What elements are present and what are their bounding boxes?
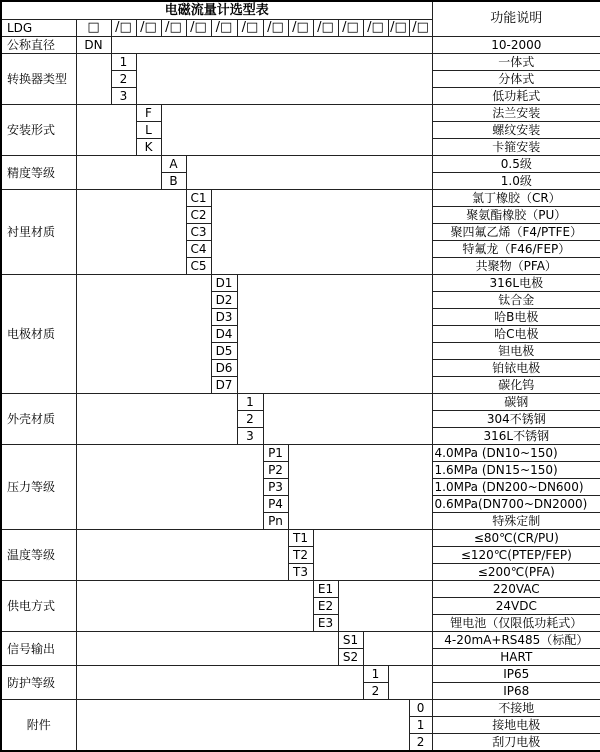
category-label: 防护等级 <box>1 666 76 700</box>
code-cell: D1 <box>211 275 237 292</box>
code-cell: 2 <box>409 734 432 752</box>
code-cell: D7 <box>211 377 237 394</box>
function-cell: 特氟龙（F46/FEP） <box>432 241 600 258</box>
empty-cell <box>76 156 161 190</box>
code-cell: S1 <box>338 632 363 649</box>
code-cell: T1 <box>288 530 313 547</box>
function-cell: 刮刀电极 <box>432 734 600 752</box>
category-label: 温度等级 <box>1 530 76 581</box>
empty-cell <box>111 37 432 54</box>
code-cell: 0 <box>409 700 432 717</box>
table-row <box>1 394 600 411</box>
code-cell: P1 <box>263 445 288 462</box>
model-slot-box-icon: /□ <box>211 20 237 37</box>
model-slot-box-icon: /□ <box>288 20 313 37</box>
function-cell: 锂电池（仅限低功耗式） <box>432 615 600 632</box>
empty-cell <box>76 394 237 445</box>
category-label: 公称直径 <box>1 37 76 54</box>
table-row <box>1 156 600 173</box>
model-slot-box-icon: /□ <box>263 20 288 37</box>
category-label: 衬里材质 <box>1 190 76 275</box>
code-cell: D5 <box>211 343 237 360</box>
empty-cell <box>288 445 432 530</box>
function-cell: 共聚物（PFA） <box>432 258 600 275</box>
code-cell: 2 <box>237 411 263 428</box>
function-cell: 低功耗式 <box>432 88 600 105</box>
empty-cell <box>161 105 432 156</box>
table-row <box>1 632 600 649</box>
code-cell: D4 <box>211 326 237 343</box>
empty-cell <box>76 530 288 581</box>
code-cell: 3 <box>237 428 263 445</box>
category-label: 外壳材质 <box>1 394 76 445</box>
code-cell: K <box>136 139 161 156</box>
function-cell: 聚氨酯橡胶（PU） <box>432 207 600 224</box>
model-slot-box-icon: /□ <box>338 20 363 37</box>
diameter-row <box>1 37 600 54</box>
code-cell: 1 <box>237 394 263 411</box>
function-cell: 氯丁橡胶（CR） <box>432 190 600 207</box>
model-slot-box-icon: /□ <box>388 20 409 37</box>
code-cell: 1 <box>409 717 432 734</box>
category-label: 供电方式 <box>1 581 76 632</box>
function-cell: ≤120℃(PTEP/FEP) <box>432 547 600 564</box>
function-cell: 24VDC <box>432 598 600 615</box>
code-cell: E2 <box>313 598 338 615</box>
code-cell: 2 <box>363 683 388 700</box>
function-cell: 220VAC <box>432 581 600 598</box>
model-prefix: LDG <box>1 20 76 37</box>
table-row <box>1 530 600 547</box>
code-cell: B <box>161 173 186 190</box>
category-label: 信号输出 <box>1 632 76 666</box>
code-cell: P2 <box>263 462 288 479</box>
model-first-box-icon: □ <box>76 20 111 37</box>
function-cell: 聚四氟乙烯（F4/PTFE） <box>432 224 600 241</box>
model-slot-box-icon: /□ <box>363 20 388 37</box>
table-row <box>1 190 600 207</box>
code-cell: P3 <box>263 479 288 496</box>
function-cell: 304不锈钢 <box>432 411 600 428</box>
function-cell: 10-2000 <box>432 37 600 54</box>
code-cell: E3 <box>313 615 338 632</box>
empty-cell <box>338 581 432 632</box>
title-row <box>1 1 600 20</box>
function-cell: 碳化钨 <box>432 377 600 394</box>
table-row <box>1 700 600 717</box>
model-slot-box-icon: /□ <box>409 20 432 37</box>
code-cell: C2 <box>186 207 211 224</box>
model-slot-box-icon: /□ <box>237 20 263 37</box>
empty-cell <box>388 666 432 700</box>
empty-cell <box>76 700 409 752</box>
function-cell: 分体式 <box>432 71 600 88</box>
function-cell: IP65 <box>432 666 600 683</box>
function-cell: 碳钢 <box>432 394 600 411</box>
code-cell: A <box>161 156 186 173</box>
model-slot-box-icon: /□ <box>161 20 186 37</box>
table-row <box>1 666 600 683</box>
empty-cell <box>363 632 432 666</box>
function-cell: 螺纹安装 <box>432 122 600 139</box>
code-cell: D3 <box>211 309 237 326</box>
function-cell: 钽电极 <box>432 343 600 360</box>
function-cell: 哈C电极 <box>432 326 600 343</box>
code-cell: F <box>136 105 161 122</box>
empty-cell <box>211 190 432 275</box>
code-cell: P4 <box>263 496 288 513</box>
function-header: 功能说明 <box>432 1 600 37</box>
function-cell: HART <box>432 649 600 666</box>
function-cell: 法兰安装 <box>432 105 600 122</box>
table-row <box>1 581 600 598</box>
code-cell: T2 <box>288 547 313 564</box>
function-cell: 0.6MPa(DN700~DN2000) <box>432 496 600 513</box>
function-cell: 钛合金 <box>432 292 600 309</box>
code-cell: 1 <box>363 666 388 683</box>
code-cell: 2 <box>111 71 136 88</box>
empty-cell <box>76 54 111 105</box>
model-slot-box-icon: /□ <box>136 20 161 37</box>
code-cell: L <box>136 122 161 139</box>
empty-cell <box>136 54 432 105</box>
function-cell: 卡箍安装 <box>432 139 600 156</box>
model-slot-box-icon: /□ <box>313 20 338 37</box>
function-cell: 铂铱电极 <box>432 360 600 377</box>
code-cell: C4 <box>186 241 211 258</box>
function-cell: IP68 <box>432 683 600 700</box>
table-row <box>1 445 600 462</box>
empty-cell <box>76 275 211 394</box>
table-row <box>1 105 600 122</box>
code-cell: 1 <box>111 54 136 71</box>
empty-cell <box>186 156 432 190</box>
function-cell: 4-20mA+RS485（标配） <box>432 632 600 649</box>
function-cell: ≤80℃(CR/PU) <box>432 530 600 547</box>
code-cell: DN <box>76 37 111 54</box>
empty-cell <box>76 632 338 666</box>
code-cell: S2 <box>338 649 363 666</box>
code-cell: Pn <box>263 513 288 530</box>
function-cell: 一体式 <box>432 54 600 71</box>
table-row <box>1 54 600 71</box>
empty-cell <box>76 666 363 700</box>
function-cell: 0.5级 <box>432 156 600 173</box>
empty-cell <box>76 581 313 632</box>
model-slot-box-icon: /□ <box>186 20 211 37</box>
category-label: 电极材质 <box>1 275 76 394</box>
code-cell: T3 <box>288 564 313 581</box>
function-cell: 1.0MPa (DN200~DN600) <box>432 479 600 496</box>
code-cell: C5 <box>186 258 211 275</box>
category-label: 压力等级 <box>1 445 76 530</box>
table-row <box>1 275 600 292</box>
model-slot-box-icon: /□ <box>111 20 136 37</box>
code-cell: D6 <box>211 360 237 377</box>
empty-cell <box>263 394 432 445</box>
function-cell: 1.6MPa (DN15~150) <box>432 462 600 479</box>
function-cell: 特殊定制 <box>432 513 600 530</box>
function-cell: ≤200℃(PFA) <box>432 564 600 581</box>
code-cell: C1 <box>186 190 211 207</box>
code-cell: D2 <box>211 292 237 309</box>
empty-cell <box>76 445 263 530</box>
function-cell: 4.0MPa (DN10~150) <box>432 445 600 462</box>
category-label: 安装形式 <box>1 105 76 156</box>
code-cell: C3 <box>186 224 211 241</box>
category-label: 附件 <box>1 700 76 752</box>
function-cell: 哈B电极 <box>432 309 600 326</box>
code-cell: E1 <box>313 581 338 598</box>
empty-cell <box>313 530 432 581</box>
function-cell: 接地电极 <box>432 717 600 734</box>
function-cell: 不接地 <box>432 700 600 717</box>
empty-cell <box>76 190 186 275</box>
function-cell: 316L电极 <box>432 275 600 292</box>
code-cell: 3 <box>111 88 136 105</box>
function-cell: 1.0级 <box>432 173 600 190</box>
category-label: 精度等级 <box>1 156 76 190</box>
empty-cell <box>237 275 432 394</box>
function-cell: 316L不锈钢 <box>432 428 600 445</box>
page-title: 电磁流量计选型表 <box>1 1 432 20</box>
empty-cell <box>76 105 136 156</box>
category-label: 转换器类型 <box>1 54 76 105</box>
